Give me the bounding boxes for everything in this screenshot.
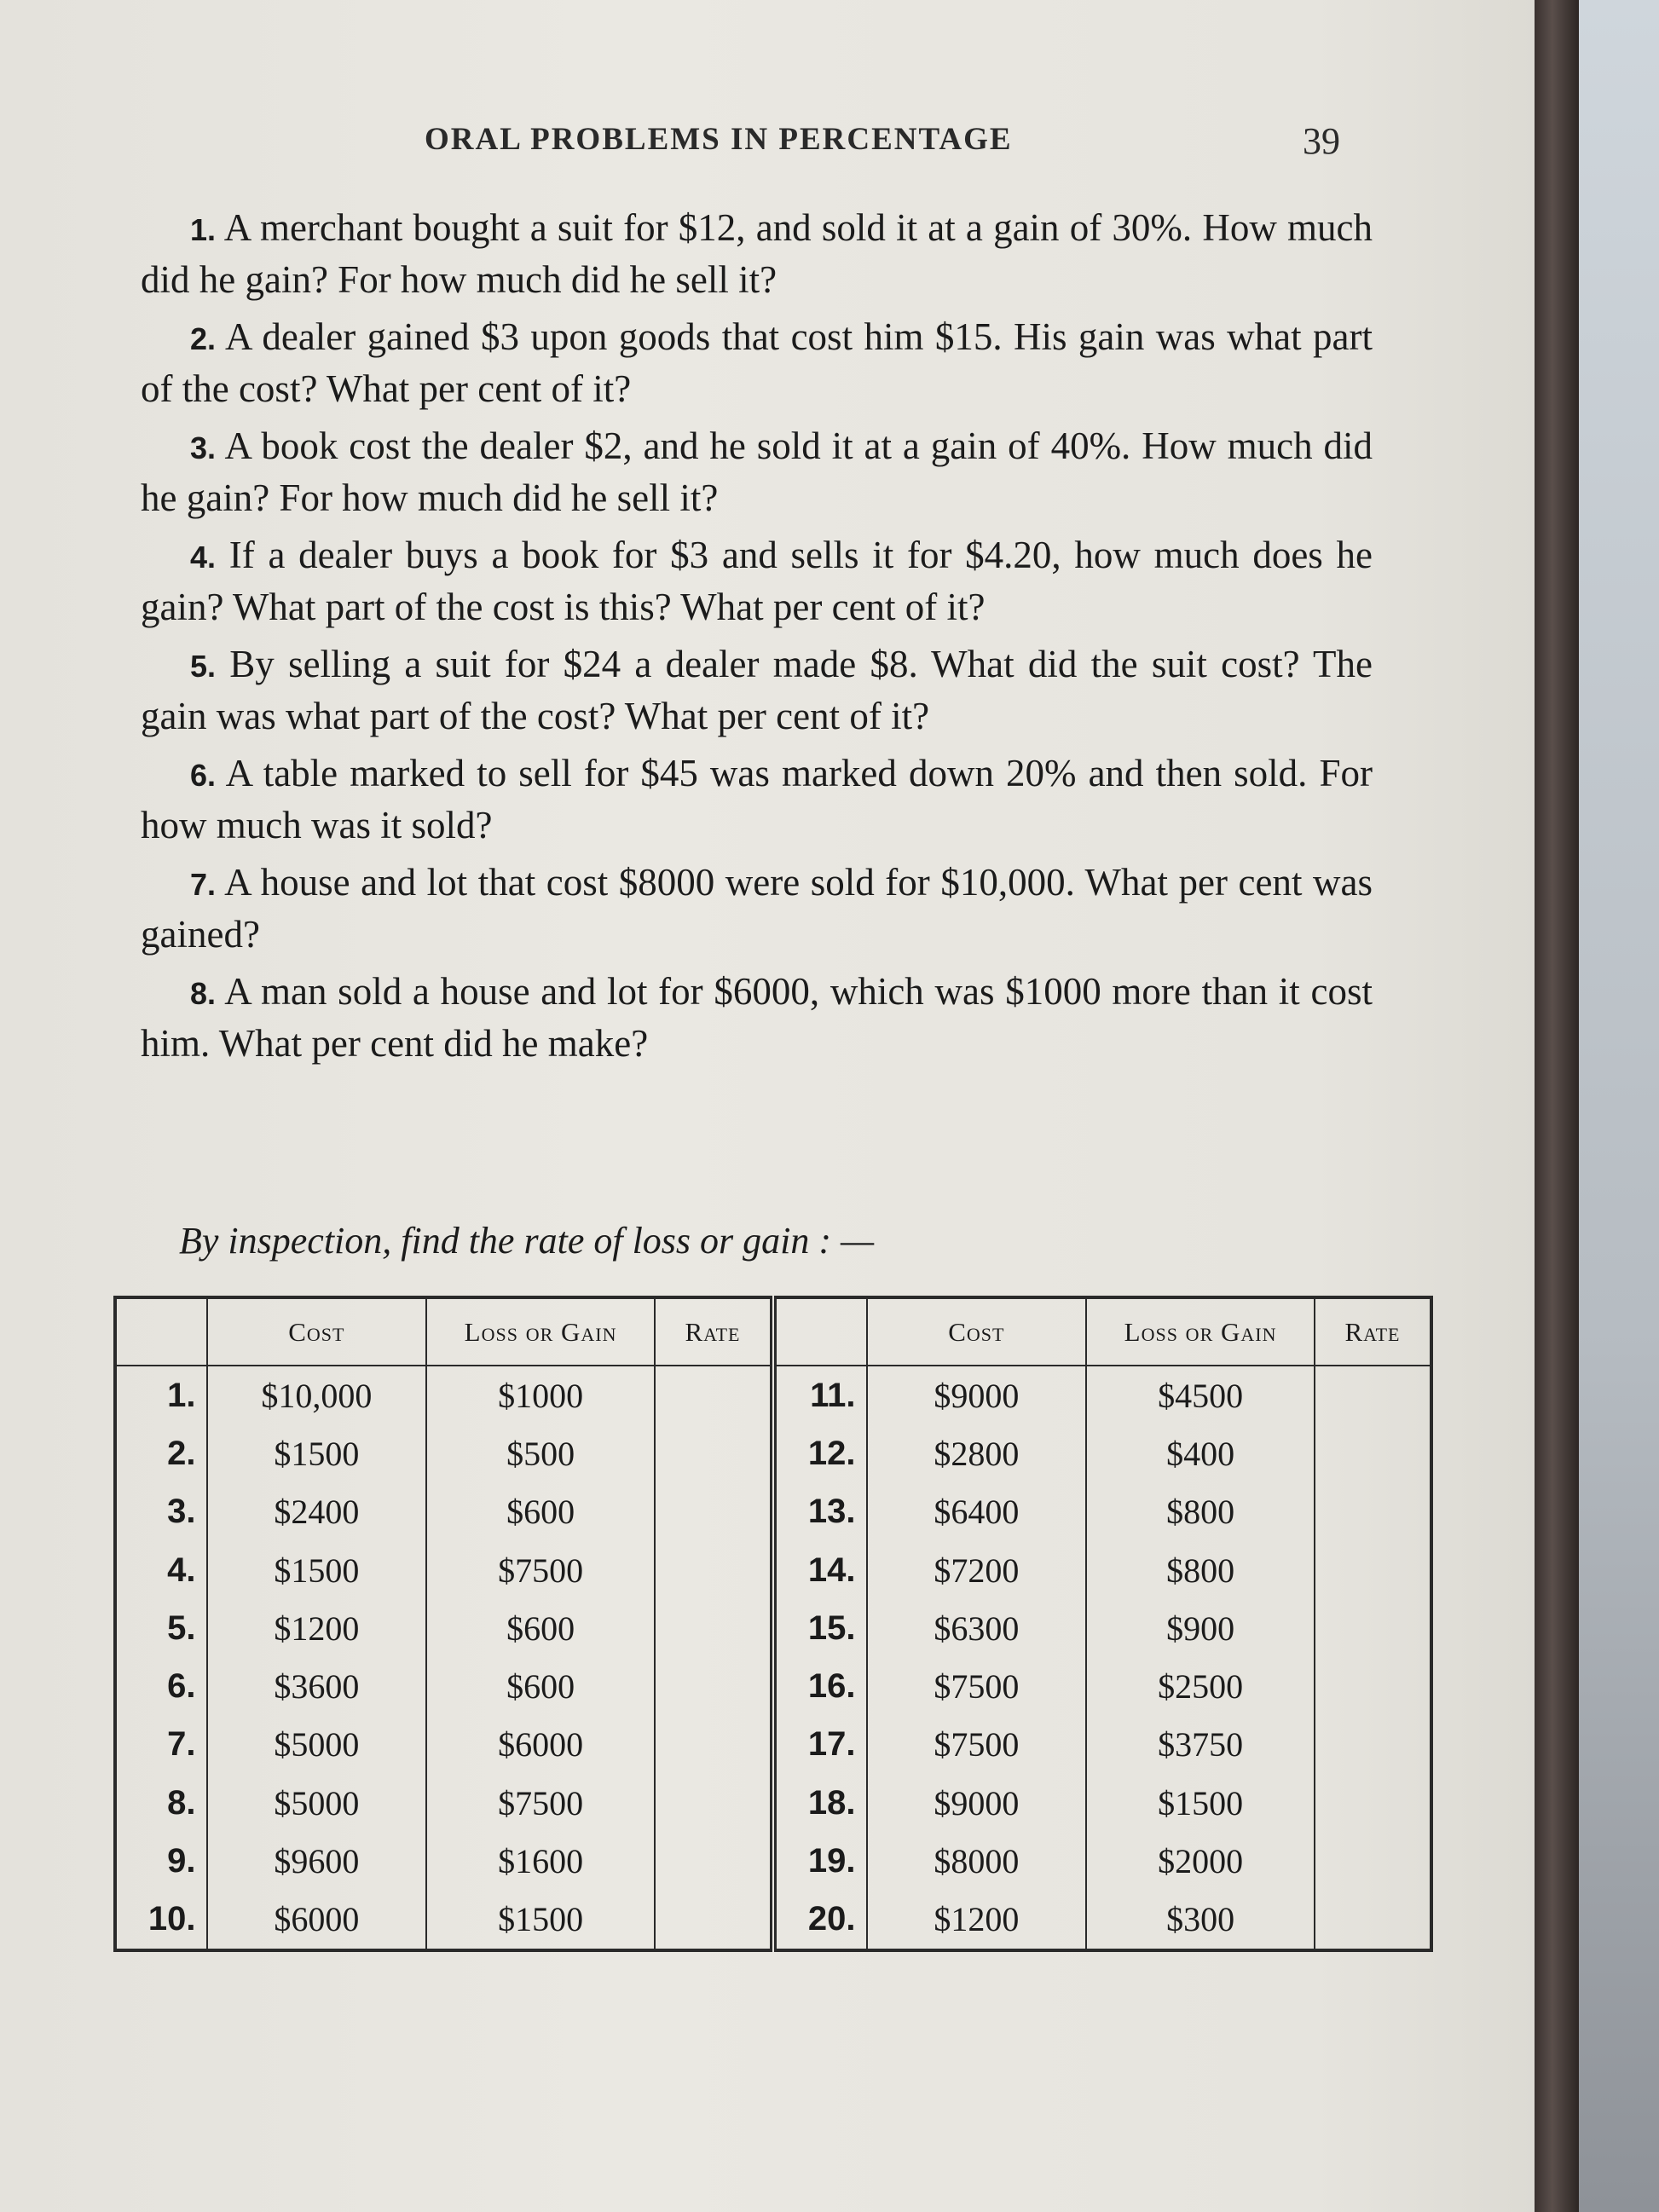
cost-cell: $1500 <box>207 1424 427 1482</box>
loss-gain-cell: $7500 <box>426 1541 655 1599</box>
header-cost-right: Cost <box>867 1297 1087 1366</box>
loss-gain-cell: $600 <box>426 1599 655 1657</box>
header-loss-gain-right: Loss or Gain <box>1086 1297 1315 1366</box>
cost-cell: $7500 <box>867 1716 1087 1774</box>
rate-cell <box>655 1599 773 1657</box>
cost-cell: $10,000 <box>207 1366 427 1424</box>
problem-number: 4. <box>190 540 217 575</box>
cost-cell: $1200 <box>867 1891 1087 1950</box>
problem-number: 7. <box>190 867 217 902</box>
rate-cell <box>655 1366 773 1424</box>
rate-cell <box>1315 1541 1431 1599</box>
row-number: 4. <box>115 1541 207 1599</box>
rate-cell <box>655 1774 773 1832</box>
problem-4 <box>141 530 1373 632</box>
row-number: 11. <box>773 1366 867 1424</box>
cost-cell: $3600 <box>207 1657 427 1715</box>
table-row <box>115 1891 1431 1950</box>
row-number: 15. <box>773 1599 867 1657</box>
table-row <box>115 1483 1431 1541</box>
row-number: 3. <box>115 1483 207 1541</box>
row-number: 8. <box>115 1774 207 1832</box>
cost-cell: $9000 <box>867 1774 1087 1832</box>
problem-number: 5. <box>190 649 217 684</box>
header-loss-gain-left: Loss or Gain <box>426 1297 655 1366</box>
rate-cell <box>655 1716 773 1774</box>
cost-cell: $6300 <box>867 1599 1087 1657</box>
rate-cell <box>1315 1424 1431 1482</box>
rate-cell <box>1315 1657 1431 1715</box>
loss-gain-cell: $1500 <box>1086 1774 1315 1832</box>
row-number: 17. <box>773 1716 867 1774</box>
page-number: 39 <box>1303 120 1340 162</box>
rate-cell <box>1315 1774 1431 1832</box>
problem-3 <box>141 421 1373 523</box>
problem-7 <box>141 858 1373 960</box>
table-row <box>115 1774 1431 1832</box>
row-number: 9. <box>115 1832 207 1890</box>
problem-text: A man sold a house and lot for $6000, which was $1000 more than it cost him. What per cent did he make? <box>141 970 1373 1065</box>
problem-number: 6. <box>190 758 217 793</box>
background-surface <box>1579 0 1659 2212</box>
table-row <box>115 1366 1431 1424</box>
table-row <box>115 1541 1431 1599</box>
problem-number: 1. <box>190 212 217 247</box>
problem-text: A house and lot that cost $8000 were sold for $10,000. What per cent was gained? <box>141 861 1373 956</box>
book-spine-edge <box>1535 0 1579 2212</box>
header-index-left <box>115 1297 207 1366</box>
rate-cell <box>655 1541 773 1599</box>
problem-1 <box>141 203 1373 305</box>
loss-gain-cell: $600 <box>426 1483 655 1541</box>
cost-cell: $5000 <box>207 1716 427 1774</box>
cost-cell: $1500 <box>207 1541 427 1599</box>
header-rate-left: Rate <box>655 1297 773 1366</box>
row-number: 1. <box>115 1366 207 1424</box>
row-number: 16. <box>773 1657 867 1715</box>
loss-gain-cell: $1500 <box>426 1891 655 1950</box>
loss-gain-cell: $300 <box>1086 1891 1315 1950</box>
row-number: 12. <box>773 1424 867 1482</box>
cost-cell: $7200 <box>867 1541 1087 1599</box>
row-number: 13. <box>773 1483 867 1541</box>
rate-cell <box>655 1657 773 1715</box>
loss-gain-cell: $2500 <box>1086 1657 1315 1715</box>
rate-cell <box>655 1483 773 1541</box>
cost-cell: $9600 <box>207 1832 427 1890</box>
rate-cell <box>1315 1483 1431 1541</box>
table-row <box>115 1599 1431 1657</box>
rate-table <box>113 1296 1433 1952</box>
table-header-row <box>115 1297 1431 1366</box>
cost-cell: $6400 <box>867 1483 1087 1541</box>
rate-cell <box>1315 1366 1431 1424</box>
table-row <box>115 1832 1431 1890</box>
problem-number: 8. <box>190 976 217 1011</box>
row-number: 5. <box>115 1599 207 1657</box>
row-number: 18. <box>773 1774 867 1832</box>
row-number: 6. <box>115 1657 207 1715</box>
loss-gain-cell: $4500 <box>1086 1366 1315 1424</box>
table-row <box>115 1657 1431 1715</box>
loss-gain-cell: $2000 <box>1086 1832 1315 1890</box>
cost-cell: $6000 <box>207 1891 427 1950</box>
row-number: 2. <box>115 1424 207 1482</box>
cost-cell: $2400 <box>207 1483 427 1541</box>
loss-gain-cell: $900 <box>1086 1599 1315 1657</box>
row-number: 7. <box>115 1716 207 1774</box>
header-index-right <box>773 1297 867 1366</box>
loss-gain-cell: $400 <box>1086 1424 1315 1482</box>
problem-text: A book cost the dealer $2, and he sold it at a gain of 40%. How much did he gain? For how much did he sell it? <box>141 424 1373 519</box>
cost-cell: $7500 <box>867 1657 1087 1715</box>
header-rate-right: Rate <box>1315 1297 1431 1366</box>
cost-cell: $2800 <box>867 1424 1087 1482</box>
loss-gain-cell: $600 <box>426 1657 655 1715</box>
cost-cell: $1200 <box>207 1599 427 1657</box>
loss-gain-cell: $800 <box>1086 1483 1315 1541</box>
rate-cell <box>655 1424 773 1482</box>
cost-cell: $9000 <box>867 1366 1087 1424</box>
loss-gain-cell: $7500 <box>426 1774 655 1832</box>
problem-number: 2. <box>190 321 217 356</box>
loss-gain-cell: $1600 <box>426 1832 655 1890</box>
loss-gain-cell: $3750 <box>1086 1716 1315 1774</box>
cost-cell: $5000 <box>207 1774 427 1832</box>
problem-text: A dealer gained $3 upon goods that cost him $15. His gain was what part of the cost? What per cent of it? <box>141 315 1373 410</box>
loss-gain-cell: $6000 <box>426 1716 655 1774</box>
loss-gain-cell: $500 <box>426 1424 655 1482</box>
cost-cell: $8000 <box>867 1832 1087 1890</box>
rate-cell <box>655 1832 773 1890</box>
problem-6 <box>141 748 1373 851</box>
loss-gain-cell: $1000 <box>426 1366 655 1424</box>
rate-cell <box>1315 1599 1431 1657</box>
problem-2 <box>141 312 1373 414</box>
rate-cell <box>655 1891 773 1950</box>
rate-cell <box>1315 1832 1431 1890</box>
row-number: 20. <box>773 1891 867 1950</box>
row-number: 14. <box>773 1541 867 1599</box>
row-number: 19. <box>773 1832 867 1890</box>
table-instruction: By inspection, find the rate of loss or gain : — <box>179 1220 875 1262</box>
table-row <box>115 1716 1431 1774</box>
problem-number: 3. <box>190 430 217 465</box>
rate-cell <box>1315 1891 1431 1950</box>
problem-text: By selling a suit for $24 a dealer made $8. What did the suit cost? The gain was what part of the cost? What per cent of it? <box>141 643 1373 737</box>
problem-8 <box>141 967 1373 1069</box>
problem-text: A table marked to sell for $45 was marked down 20% and then sold. For how much was it sold? <box>141 752 1373 846</box>
loss-gain-cell: $800 <box>1086 1541 1315 1599</box>
problem-text: If a dealer buys a book for $3 and sells it for $4.20, how much does he gain? What part of the cost is this? What per cent of it? <box>141 534 1373 628</box>
table-row <box>115 1424 1431 1482</box>
problem-list <box>141 203 1373 1076</box>
running-head: ORAL PROBLEMS IN PERCENTAGE <box>425 122 1013 157</box>
header-cost-left: Cost <box>207 1297 427 1366</box>
problem-text: A merchant bought a suit for $12, and sold it at a gain of 30%. How much did he gain? For how much did he sell it? <box>141 206 1373 301</box>
rate-cell <box>1315 1716 1431 1774</box>
problem-5 <box>141 639 1373 742</box>
row-number: 10. <box>115 1891 207 1950</box>
